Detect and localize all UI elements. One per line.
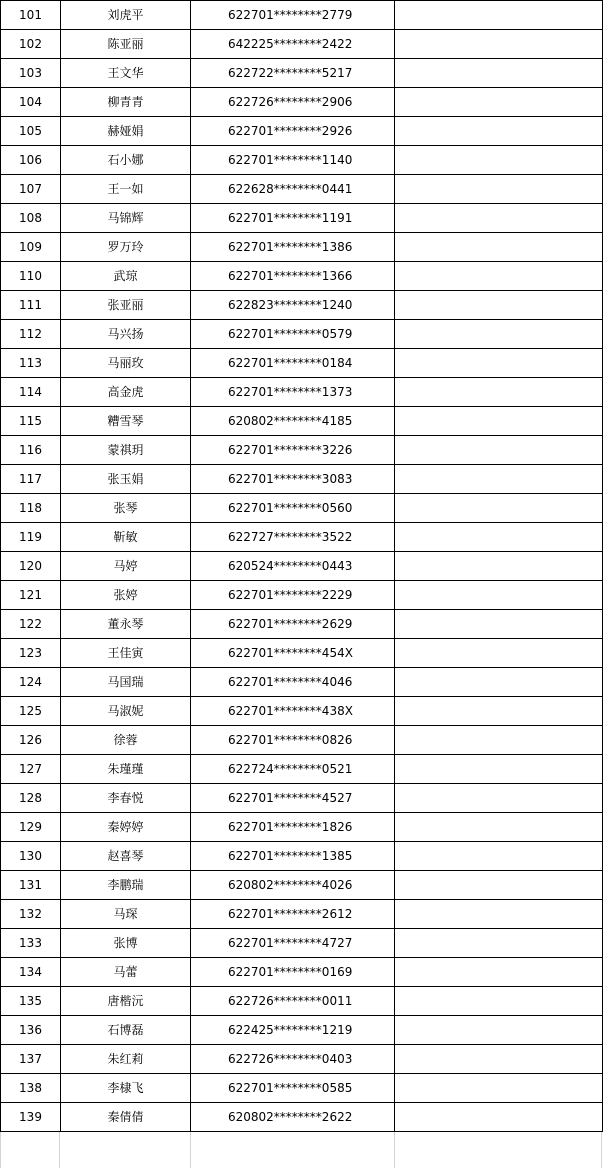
cell-empty[interactable]: [395, 30, 603, 59]
cell-empty[interactable]: [395, 987, 603, 1016]
cell-name[interactable]: 武琼: [61, 262, 191, 291]
cell-name[interactable]: 刘虎平: [61, 1, 191, 30]
gridline: [59, 1132, 60, 1168]
cell-name[interactable]: 张琴: [61, 494, 191, 523]
cell-id-number[interactable]: 622701********438X: [191, 697, 395, 726]
cell-id-number[interactable]: 622701********2629: [191, 610, 395, 639]
cell-name[interactable]: 高金虎: [61, 378, 191, 407]
table-row: [1, 1, 603, 30]
cell-name[interactable]: 朱瑾瑾: [61, 755, 191, 784]
cell-name[interactable]: 王佳寅: [61, 639, 191, 668]
table-row: [1, 784, 603, 813]
cell-empty[interactable]: [395, 1074, 603, 1103]
gridline: [0, 1132, 1, 1168]
table-row: [1, 233, 603, 262]
cell-empty[interactable]: [395, 59, 603, 88]
table-row: [1, 30, 603, 59]
cell-name[interactable]: 罗万玲: [61, 233, 191, 262]
cell-number[interactable]: 107: [1, 175, 61, 204]
cell-empty[interactable]: [395, 523, 603, 552]
cell-name[interactable]: 马兴扬: [61, 320, 191, 349]
cell-empty[interactable]: [395, 726, 603, 755]
cell-empty[interactable]: [395, 581, 603, 610]
cell-name[interactable]: 秦婷婷: [61, 813, 191, 842]
cell-number[interactable]: 118: [1, 494, 61, 523]
cell-id-number[interactable]: 622701********4527: [191, 784, 395, 813]
cell-number[interactable]: 101: [1, 1, 61, 30]
cell-id-number[interactable]: 622726********0011: [191, 987, 395, 1016]
cell-id-number[interactable]: 622628********0441: [191, 175, 395, 204]
cell-id-number[interactable]: 622701********2612: [191, 900, 395, 929]
cell-id-number[interactable]: 622701********0184: [191, 349, 395, 378]
cell-empty[interactable]: [395, 262, 603, 291]
cell-number[interactable]: 127: [1, 755, 61, 784]
cell-id-number[interactable]: 622701********1373: [191, 378, 395, 407]
cell-id-number[interactable]: 622701********2779: [191, 1, 395, 30]
cell-name[interactable]: 徐蓉: [61, 726, 191, 755]
cell-number[interactable]: 133: [1, 929, 61, 958]
cell-number[interactable]: 112: [1, 320, 61, 349]
cell-empty[interactable]: [395, 117, 603, 146]
cell-name[interactable]: 糟雪琴: [61, 407, 191, 436]
cell-id-number[interactable]: 622726********0403: [191, 1045, 395, 1074]
cell-number[interactable]: 131: [1, 871, 61, 900]
cell-number[interactable]: 105: [1, 117, 61, 146]
table-row: [1, 1016, 603, 1045]
cell-name[interactable]: 张博: [61, 929, 191, 958]
cell-id-number[interactable]: 622701********1826: [191, 813, 395, 842]
gridline: [394, 1132, 395, 1168]
cell-empty[interactable]: [395, 88, 603, 117]
cell-id-number[interactable]: 622701********0579: [191, 320, 395, 349]
empty-grid-area: [0, 1132, 603, 1168]
table-row: [1, 755, 603, 784]
table-row: [1, 494, 603, 523]
cell-number[interactable]: 136: [1, 1016, 61, 1045]
cell-id-number[interactable]: 622701********0560: [191, 494, 395, 523]
cell-id-number[interactable]: 622701********4046: [191, 668, 395, 697]
cell-number[interactable]: 124: [1, 668, 61, 697]
cell-number[interactable]: 113: [1, 349, 61, 378]
table-row: [1, 291, 603, 320]
cell-name[interactable]: 陈亚丽: [61, 30, 191, 59]
cell-number[interactable]: 122: [1, 610, 61, 639]
cell-name[interactable]: 柳青青: [61, 88, 191, 117]
cell-empty[interactable]: [395, 204, 603, 233]
cell-empty[interactable]: [395, 291, 603, 320]
cell-name[interactable]: 张婷: [61, 581, 191, 610]
cell-id-number[interactable]: 622722********5217: [191, 59, 395, 88]
table-row: [1, 726, 603, 755]
cell-empty[interactable]: [395, 320, 603, 349]
cell-id-number[interactable]: 622701********4727: [191, 929, 395, 958]
cell-name[interactable]: 蒙祺玥: [61, 436, 191, 465]
cell-number[interactable]: 137: [1, 1045, 61, 1074]
cell-id-number[interactable]: 622701********1140: [191, 146, 395, 175]
cell-empty[interactable]: [395, 639, 603, 668]
cell-empty[interactable]: [395, 755, 603, 784]
table-row: [1, 465, 603, 494]
cell-empty[interactable]: [395, 610, 603, 639]
cell-empty[interactable]: [395, 1103, 603, 1132]
table-row: [1, 59, 603, 88]
cell-empty[interactable]: [395, 871, 603, 900]
cell-empty[interactable]: [395, 175, 603, 204]
cell-number[interactable]: 111: [1, 291, 61, 320]
cell-empty[interactable]: [395, 407, 603, 436]
table-row: [1, 378, 603, 407]
cell-name[interactable]: 张亚丽: [61, 291, 191, 320]
cell-number[interactable]: 110: [1, 262, 61, 291]
cell-number[interactable]: 102: [1, 30, 61, 59]
cell-number[interactable]: 109: [1, 233, 61, 262]
cell-name[interactable]: 赵喜琴: [61, 842, 191, 871]
cell-number[interactable]: 138: [1, 1074, 61, 1103]
table-row: [1, 175, 603, 204]
cell-number[interactable]: 120: [1, 552, 61, 581]
table-row: [1, 813, 603, 842]
cell-number[interactable]: 114: [1, 378, 61, 407]
cell-number[interactable]: 106: [1, 146, 61, 175]
cell-name[interactable]: 马蕾: [61, 958, 191, 987]
cell-number[interactable]: 139: [1, 1103, 61, 1132]
cell-id-number[interactable]: 622701********3226: [191, 436, 395, 465]
cell-id-number[interactable]: 622701********0585: [191, 1074, 395, 1103]
cell-empty[interactable]: [395, 233, 603, 262]
cell-id-number[interactable]: 620802********4026: [191, 871, 395, 900]
cell-id-number[interactable]: 620802********2622: [191, 1103, 395, 1132]
cell-empty[interactable]: [395, 813, 603, 842]
table-row: [1, 958, 603, 987]
cell-name[interactable]: 马锦辉: [61, 204, 191, 233]
cell-id-number[interactable]: 622701********0169: [191, 958, 395, 987]
cell-empty[interactable]: [395, 668, 603, 697]
cell-name[interactable]: 马婷: [61, 552, 191, 581]
cell-empty[interactable]: [395, 929, 603, 958]
cell-empty[interactable]: [395, 349, 603, 378]
cell-empty[interactable]: [395, 697, 603, 726]
cell-name[interactable]: 朱红莉: [61, 1045, 191, 1074]
table-row: [1, 929, 603, 958]
cell-empty[interactable]: [395, 1016, 603, 1045]
cell-empty[interactable]: [395, 378, 603, 407]
cell-number[interactable]: 128: [1, 784, 61, 813]
cell-name[interactable]: 李春悦: [61, 784, 191, 813]
table-body: [1, 1, 603, 1132]
cell-name[interactable]: 唐楷沅: [61, 987, 191, 1016]
cell-name[interactable]: 李鹏瑞: [61, 871, 191, 900]
table-row: [1, 697, 603, 726]
cell-name[interactable]: 李棣飞: [61, 1074, 191, 1103]
cell-id-number[interactable]: 622425********1219: [191, 1016, 395, 1045]
cell-number[interactable]: 121: [1, 581, 61, 610]
cell-id-number[interactable]: 620802********4185: [191, 407, 395, 436]
cell-id-number[interactable]: 622701********454X: [191, 639, 395, 668]
cell-id-number[interactable]: 622701********2229: [191, 581, 395, 610]
gridline: [190, 1132, 191, 1168]
cell-name[interactable]: 石小娜: [61, 146, 191, 175]
cell-number[interactable]: 134: [1, 958, 61, 987]
cell-id-number[interactable]: 622727********3522: [191, 523, 395, 552]
cell-id-number[interactable]: 622726********2906: [191, 88, 395, 117]
cell-id-number[interactable]: 622701********0826: [191, 726, 395, 755]
cell-empty[interactable]: [395, 958, 603, 987]
cell-name[interactable]: 石博磊: [61, 1016, 191, 1045]
table-row: [1, 900, 603, 929]
table-row: [1, 320, 603, 349]
table-row: [1, 1074, 603, 1103]
cell-id-number[interactable]: 622701********2926: [191, 117, 395, 146]
cell-id-number[interactable]: 622823********1240: [191, 291, 395, 320]
table-row: [1, 262, 603, 291]
cell-empty[interactable]: [395, 1, 603, 30]
cell-name[interactable]: 董永琴: [61, 610, 191, 639]
cell-id-number[interactable]: 622701********3083: [191, 465, 395, 494]
table-row: [1, 842, 603, 871]
cell-name[interactable]: 赫娅娟: [61, 117, 191, 146]
cell-number[interactable]: 126: [1, 726, 61, 755]
cell-empty[interactable]: [395, 436, 603, 465]
cell-id-number[interactable]: 622724********0521: [191, 755, 395, 784]
cell-number[interactable]: 130: [1, 842, 61, 871]
cell-number[interactable]: 108: [1, 204, 61, 233]
cell-empty[interactable]: [395, 552, 603, 581]
cell-number[interactable]: 123: [1, 639, 61, 668]
cell-number[interactable]: 132: [1, 900, 61, 929]
cell-number[interactable]: 117: [1, 465, 61, 494]
table-row: [1, 349, 603, 378]
cell-empty[interactable]: [395, 146, 603, 175]
table-row: [1, 610, 603, 639]
cell-number[interactable]: 104: [1, 88, 61, 117]
table-row: [1, 436, 603, 465]
table-row: [1, 1045, 603, 1074]
table-row: [1, 552, 603, 581]
cell-number[interactable]: 103: [1, 59, 61, 88]
cell-id-number[interactable]: 642225********2422: [191, 30, 395, 59]
cell-name[interactable]: 马国瑞: [61, 668, 191, 697]
table-row: [1, 668, 603, 697]
cell-number[interactable]: 119: [1, 523, 61, 552]
cell-number[interactable]: 115: [1, 407, 61, 436]
cell-id-number[interactable]: 622701********1366: [191, 262, 395, 291]
cell-empty[interactable]: [395, 784, 603, 813]
cell-name[interactable]: 王文华: [61, 59, 191, 88]
cell-number[interactable]: 129: [1, 813, 61, 842]
table-row: [1, 1103, 603, 1132]
table-row: [1, 639, 603, 668]
cell-empty[interactable]: [395, 842, 603, 871]
cell-id-number[interactable]: 622701********1385: [191, 842, 395, 871]
cell-name[interactable]: 马淑妮: [61, 697, 191, 726]
table-row: [1, 204, 603, 233]
cell-name[interactable]: 张玉娟: [61, 465, 191, 494]
table-row: [1, 987, 603, 1016]
cell-number[interactable]: 125: [1, 697, 61, 726]
cell-id-number[interactable]: 622701********1386: [191, 233, 395, 262]
cell-id-number[interactable]: 620524********0443: [191, 552, 395, 581]
table-row: [1, 146, 603, 175]
table-row: [1, 581, 603, 610]
cell-name[interactable]: 马琛: [61, 900, 191, 929]
cell-name[interactable]: 王一如: [61, 175, 191, 204]
cell-empty[interactable]: [395, 900, 603, 929]
table-row: [1, 407, 603, 436]
cell-empty[interactable]: [395, 465, 603, 494]
gridline: [601, 1132, 602, 1168]
cell-name[interactable]: 秦倩倩: [61, 1103, 191, 1132]
table-row: [1, 523, 603, 552]
cell-empty[interactable]: [395, 1045, 603, 1074]
table-row: [1, 871, 603, 900]
table-row: [1, 117, 603, 146]
cell-number[interactable]: 135: [1, 987, 61, 1016]
cell-number[interactable]: 116: [1, 436, 61, 465]
table-row: [1, 88, 603, 117]
cell-empty[interactable]: [395, 494, 603, 523]
cell-name[interactable]: 马丽玫: [61, 349, 191, 378]
cell-id-number[interactable]: 622701********1191: [191, 204, 395, 233]
cell-name[interactable]: 靳敏: [61, 523, 191, 552]
